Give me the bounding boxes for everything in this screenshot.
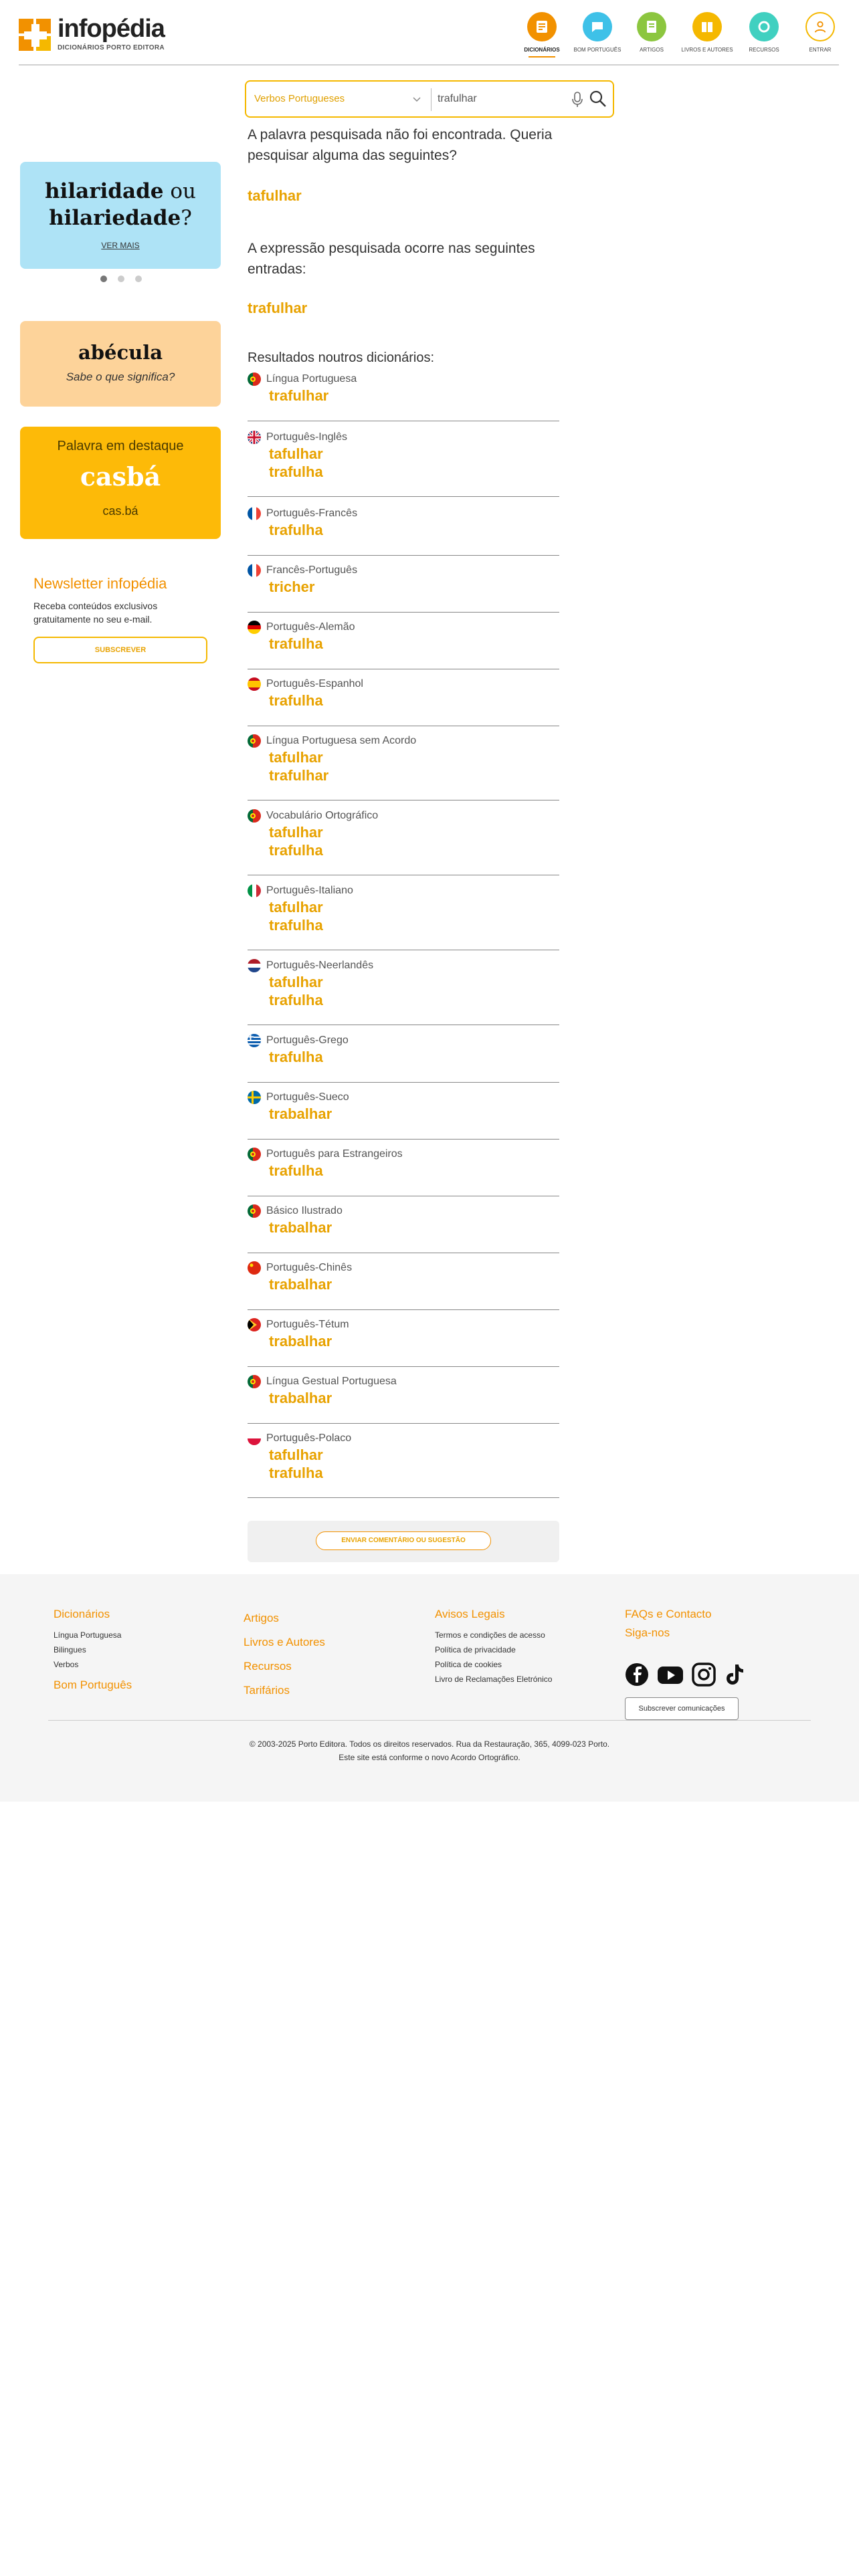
books-icon [692, 12, 722, 41]
pt-flag-icon [248, 1204, 261, 1218]
results-main [248, 124, 595, 366]
pt-flag-icon [248, 1148, 261, 1161]
fr-flag-icon [248, 507, 261, 520]
featured-word: casbá [80, 461, 161, 492]
dictionary-name: Língua Portuguesa [266, 373, 357, 385]
dictionary-word-link[interactable]: tafulhar [269, 974, 323, 990]
dictionary-name: Português-Chinês [266, 1262, 353, 1273]
dictionary-name: Português-Alemão [266, 621, 355, 633]
youtube-icon[interactable] [657, 1662, 684, 1690]
footer-col-artigos [244, 1608, 325, 1701]
footer-artigos[interactable]: Artigos [244, 1612, 279, 1624]
dictionary-name: Português-Polaco [266, 1432, 352, 1444]
dictionary-result [248, 1261, 559, 1310]
facebook-icon[interactable] [625, 1662, 649, 1690]
nav-label: LIVROS E AUTORES [681, 47, 733, 53]
es-flag-icon [248, 677, 261, 691]
dictionary-result [248, 677, 559, 726]
dictionary-name: Português-Sueco [266, 1091, 349, 1103]
dictionary-name: Língua Gestual Portuguesa [266, 1376, 397, 1387]
pl-flag-icon [248, 1432, 261, 1445]
footer-link[interactable]: Verbos [54, 1660, 79, 1669]
dictionary-word-link[interactable]: trafulha [269, 522, 323, 538]
dictionary-result [248, 563, 559, 613]
occurs-entry-link[interactable]: trafulhar [248, 300, 308, 316]
footer-link[interactable]: Língua Portuguesa [54, 1630, 122, 1640]
dictionary-result [248, 506, 559, 556]
resources-icon [749, 12, 779, 41]
nav-artigos[interactable] [625, 12, 678, 59]
dictionary-word-link[interactable]: trabalhar [269, 1390, 332, 1406]
dictionary-word-link[interactable]: tafulhar [269, 899, 323, 916]
footer-legal [0, 1737, 859, 1764]
footer-col-avisos [435, 1608, 552, 1687]
dictionary-name: Português-Neerlandês [266, 960, 374, 971]
dictionary-word-link[interactable]: trabalhar [269, 1219, 332, 1236]
it-flag-icon [248, 884, 261, 897]
cn-flag-icon [248, 1261, 261, 1275]
nav-label: ARTIGOS [640, 47, 664, 53]
dictionary-result [248, 883, 559, 950]
other-results-heading: Resultados noutros dicionários: [248, 350, 435, 365]
dictionary-name: Português-Grego [266, 1035, 349, 1046]
copyright-text: © 2003-2025 Porto Editora. Todos os direitos reservados. Rua da Restauração, 365, 4099-023 Porto. [249, 1739, 610, 1749]
site-header [0, 0, 859, 66]
dictionary-name: Português-Tétum [266, 1319, 349, 1330]
dictionary-select[interactable]: Verbos Portugueses [254, 93, 345, 104]
dictionary-result [248, 372, 559, 421]
dictionary-name: Português-Espanhol [266, 678, 363, 689]
dictionary-title [248, 620, 559, 635]
dictionary-title [248, 1317, 559, 1332]
pt-flag-icon [248, 372, 261, 386]
ver-mais-link[interactable]: VER MAIS [101, 241, 140, 250]
nav-recursos[interactable] [737, 12, 791, 59]
gr-flag-icon [248, 1034, 261, 1047]
nav-dicionarios[interactable] [515, 12, 569, 59]
footer-col-dicionarios [54, 1608, 132, 1696]
dictionary-name: Francês-Português [266, 564, 358, 576]
pt-flag-icon [248, 1375, 261, 1388]
dictionary-result [248, 809, 559, 875]
site-footer [0, 1574, 859, 1802]
chat-icon [583, 12, 612, 41]
de-flag-icon [248, 621, 261, 634]
dictionary-word-link[interactable]: tafulhar [269, 1446, 323, 1463]
gb-flag-icon [248, 431, 261, 444]
footer-link[interactable]: Bilingues [54, 1645, 86, 1654]
ortho-text: Este site está conforme o novo Acordo Ortográfico. [339, 1753, 520, 1762]
footer-link[interactable]: Política de privacidade [435, 1645, 516, 1654]
dictionary-title [248, 958, 559, 973]
dictionary-word-link[interactable]: trafulha [269, 917, 323, 934]
carousel-dot-active[interactable] [100, 276, 107, 282]
dictionary-title [248, 1374, 559, 1389]
dictionary-name: Vocabulário Ortográfico [266, 810, 379, 821]
doubt-question-mark: ? [181, 206, 192, 230]
dictionary-title [248, 506, 559, 521]
dictionary-word-link[interactable]: tafulhar [269, 824, 323, 841]
dictionary-title [248, 430, 559, 445]
dictionary-name: Português-Francês [266, 508, 358, 519]
footer-dicionarios-title[interactable]: Dicionários [54, 1608, 110, 1620]
doubt-word-2: hilariedade [49, 206, 181, 230]
dictionary-result [248, 734, 559, 800]
logo-subtitle: DICIONÁRIOS PORTO EDITORA [58, 44, 165, 51]
dictionary-result [248, 1090, 559, 1140]
fr-flag-icon [248, 564, 261, 577]
featured-heading: Palavra em destaque [57, 439, 184, 453]
dictionary-title [248, 1033, 559, 1048]
dictionary-result [248, 1147, 559, 1196]
footer-col-contact [625, 1608, 772, 1728]
instagram-icon[interactable] [692, 1662, 716, 1690]
suggestion-link[interactable]: tafulhar [248, 187, 302, 204]
logo-mark-icon [19, 19, 52, 52]
footer-link[interactable]: Termos e condições de acesso [435, 1630, 545, 1640]
dictionary-result [248, 620, 559, 669]
nl-flag-icon [248, 959, 261, 972]
dictionary-word-link[interactable]: trafulha [269, 1465, 323, 1481]
dictionary-title [248, 1431, 559, 1446]
dictionary-result [248, 1374, 559, 1424]
dictionary-word-link[interactable]: tricher [269, 578, 315, 595]
quiz-subtitle: Sabe o que significa? [66, 370, 175, 383]
dictionary-title [248, 1204, 559, 1218]
dictionary-word-link[interactable]: tafulhar [269, 749, 323, 766]
infopedia-logo[interactable] [19, 15, 173, 53]
doubt-or: ou [170, 179, 196, 203]
footer-faqs[interactable]: FAQs e Contacto [625, 1608, 712, 1620]
nav-label: DICIONÁRIOS [524, 47, 560, 53]
dictionary-word-link[interactable]: trabalhar [269, 1333, 332, 1350]
subscribe-button[interactable]: SUBSCREVER [33, 637, 207, 663]
dictionary-word-link[interactable]: trafulha [269, 842, 323, 859]
dictionary-title [248, 372, 559, 387]
nav-label: RECURSOS [749, 47, 779, 53]
newsletter-block [33, 575, 209, 663]
se-flag-icon [248, 1091, 261, 1104]
footer-link[interactable]: Livro de Reclamações Eletrónico [435, 1675, 553, 1684]
dictionary-word-link[interactable]: trafulhar [269, 387, 329, 404]
quiz-word: abécula [78, 341, 163, 364]
search-bar [245, 80, 614, 118]
dictionary-name: Português-Italiano [266, 885, 353, 896]
dictionary-title [248, 1090, 559, 1105]
subscribe-communications-button[interactable]: Subscrever comunicações [625, 1697, 739, 1720]
user-icon [805, 12, 835, 41]
carousel-dot[interactable] [135, 276, 142, 282]
dictionary-word-link[interactable]: trabalhar [269, 1105, 332, 1122]
dictionary-word-link[interactable]: trafulha [269, 692, 323, 709]
pt-flag-icon [248, 809, 261, 823]
newsletter-description: Receba conteúdos exclusivos gratuitamente no seu e-mail. [33, 601, 158, 625]
dictionary-word-link[interactable]: trafulha [269, 992, 323, 1008]
dictionary-word-link[interactable]: tafulhar [269, 445, 323, 462]
nav-entrar[interactable] [793, 12, 847, 59]
footer-avisos-title[interactable]: Avisos Legais [435, 1608, 505, 1620]
occurs-message: A expressão pesquisada ocorre nas seguintes entradas: [248, 241, 535, 277]
search-input[interactable]: trafulhar [438, 93, 477, 104]
pt-flag-icon [248, 734, 261, 748]
carousel-dot[interactable] [118, 276, 124, 282]
dictionary-word-link[interactable]: trafulha [269, 463, 323, 480]
dictionary-title [248, 734, 559, 748]
dictionary-name: Língua Portuguesa sem Acordo [266, 735, 417, 746]
nav-bom-portugues[interactable] [571, 12, 624, 59]
doubt-title [20, 178, 221, 231]
footer-tarifarios[interactable]: Tarifários [244, 1684, 290, 1697]
dictionary-word-link[interactable]: trabalhar [269, 1276, 332, 1293]
footer-divider [48, 1720, 811, 1721]
dictionary-name: Básico Ilustrado [266, 1205, 343, 1216]
doubt-word-1: hilaridade [45, 179, 164, 203]
dictionary-title [248, 809, 559, 823]
dictionary-title [248, 883, 559, 898]
dictionary-title [248, 563, 559, 578]
not-found-message: A palavra pesquisada não foi encontrada. Queria pesquisar alguma das seguintes? [248, 127, 553, 163]
nav-label: BOM PORTUGUÊS [573, 47, 622, 53]
carousel-dots [100, 276, 147, 284]
dictionary-title [248, 677, 559, 691]
dictionary-word-link[interactable]: trafulha [269, 1162, 323, 1179]
dictionary-word-link[interactable]: trafulha [269, 635, 323, 652]
dictionary-icon [527, 12, 557, 41]
microphone-icon[interactable] [571, 91, 583, 112]
footer-livros[interactable]: Livros e Autores [244, 1636, 325, 1648]
dictionary-word-link[interactable]: trafulha [269, 1049, 323, 1065]
nav-active-underline [529, 56, 555, 58]
chevron-down-icon[interactable] [411, 94, 422, 108]
tl-flag-icon [248, 1318, 261, 1331]
dictionary-title [248, 1147, 559, 1162]
footer-follow: Siga-nos [625, 1626, 670, 1639]
dictionary-result [248, 1033, 559, 1083]
featured-syllables: cas.bá [102, 504, 138, 518]
dictionary-result [248, 430, 559, 497]
nav-livros-autores[interactable] [680, 12, 734, 59]
dictionary-result [248, 958, 559, 1025]
logo-name: infopédia [58, 15, 165, 43]
dictionary-name: Português para Estrangeiros [266, 1148, 403, 1160]
search-icon[interactable] [589, 90, 607, 112]
featured-word-card[interactable] [20, 427, 221, 539]
newsletter-title: Newsletter infopédia [33, 575, 167, 592]
doubt-card[interactable] [20, 162, 221, 269]
send-suggestion-button[interactable]: ENVIAR COMENTÁRIO OU SUGESTÃO [316, 1531, 491, 1550]
nav-label: ENTRAR [809, 47, 832, 53]
dictionary-result [248, 1317, 559, 1367]
dictionary-result [248, 1204, 559, 1253]
footer-recursos[interactable]: Recursos [244, 1660, 292, 1673]
search-divider [431, 88, 432, 111]
social-links [625, 1662, 759, 1689]
dictionary-name: Português-Inglês [266, 431, 347, 443]
suggestion-panel [248, 1521, 559, 1562]
dictionary-word-link[interactable]: trafulhar [269, 767, 329, 784]
word-quiz-card[interactable] [20, 321, 221, 407]
article-icon [637, 12, 666, 41]
footer-link[interactable]: Política de cookies [435, 1660, 502, 1669]
header-divider [19, 64, 839, 66]
footer-bom-portugues[interactable]: Bom Português [54, 1679, 132, 1691]
dictionary-result [248, 1431, 559, 1498]
tiktok-icon[interactable] [724, 1662, 745, 1690]
dictionary-title [248, 1261, 559, 1275]
